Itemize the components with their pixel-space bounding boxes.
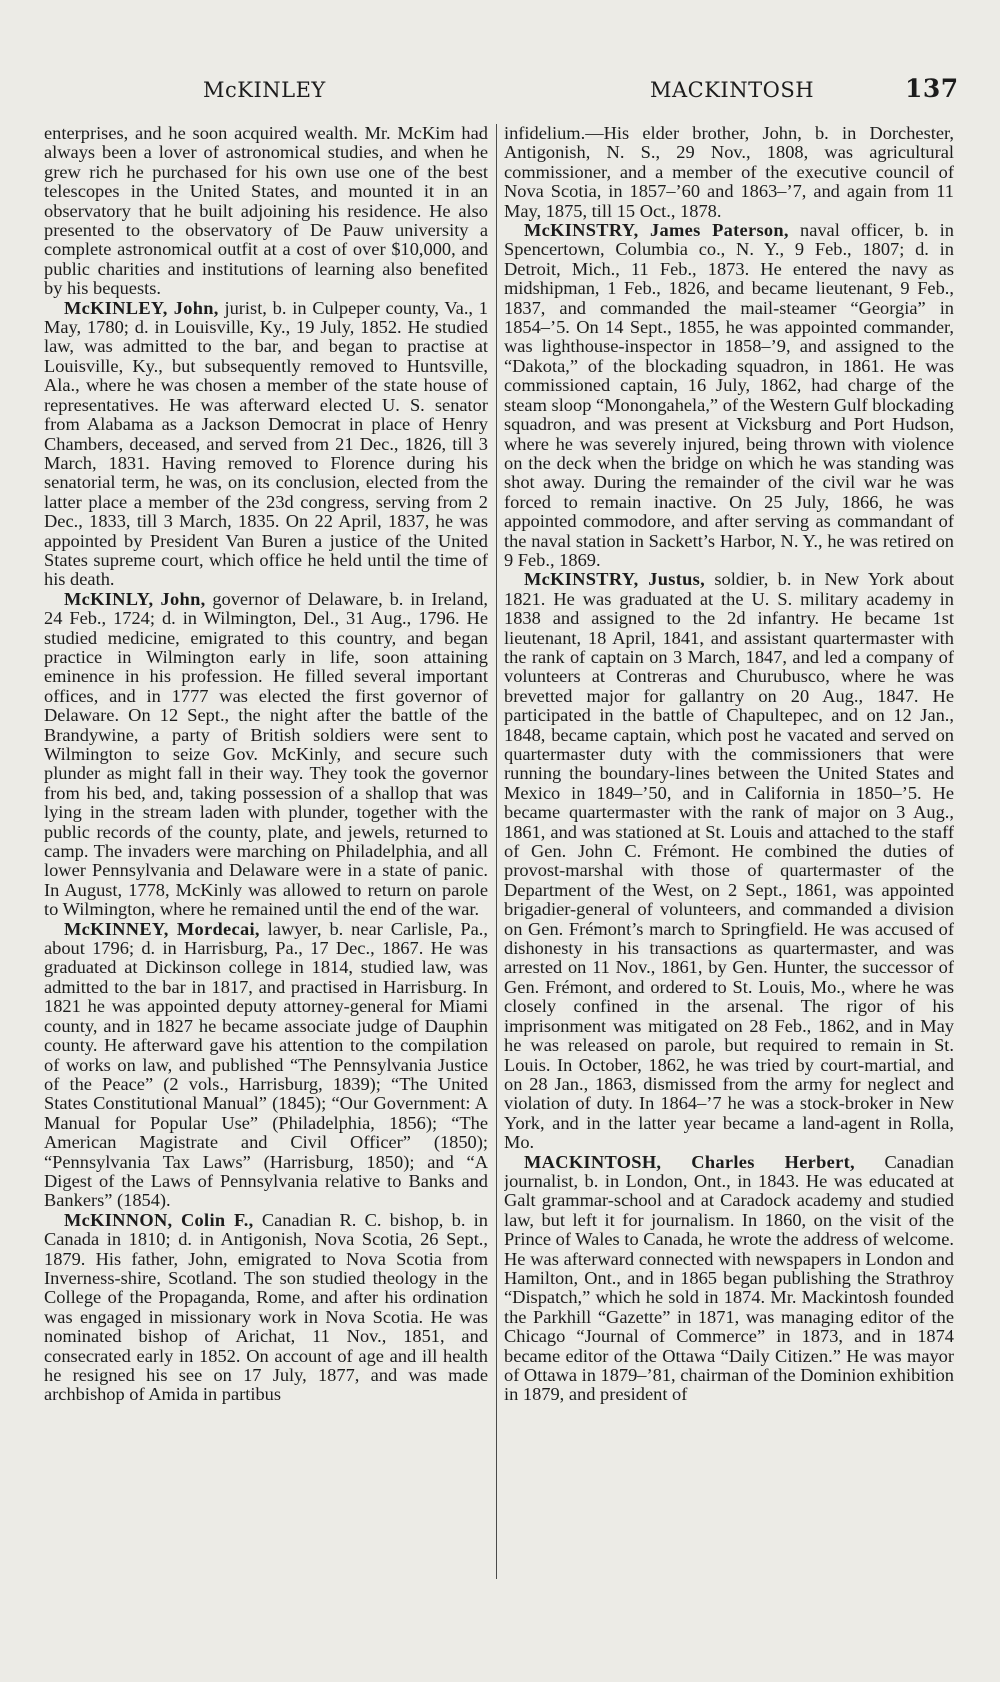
entry-text: infidelium.—His elder brother, John, b. in Dorchester, Antigonish, N. S., 29 Nov., 1808, was agricultural commissioner, and a member of the executive council of Nova Scotia, in 1857–’60 and 1863–’7, and again from 11 May, 1875, till 15 Oct., 1878. xyxy=(504,124,954,221)
entry-headword: McKINSTRY, James Paterson, xyxy=(524,220,789,241)
entry xyxy=(44,920,488,1211)
entry-continuation xyxy=(504,124,954,221)
entry-headword: McKINLY, John, xyxy=(64,588,206,609)
entry xyxy=(44,1211,488,1405)
entry-text: jurist, b. in Culpeper county, Va., 1 May, 1780; d. in Louisville, Ky., 19 July, 1852. He studied law, was admitted to the bar, and began to practise at Louisville, Ky., but subsequently removed to Huntsville, Ala., where he was chosen a member of the state house of representatives. He was afterward elected U. S. senator from Alabama as a Jackson Democrat in place of Henry Chambers, deceased, and served from 21 Dec., 1826, till 3 March, 1831. Having removed to Florence during his senatorial term, he was, on its conclusion, elected from the latter place a member of the 23d congress, serving from 2 Dec., 1833, till 3 March, 1835. On 22 April, 1837, he was appointed by President Van Buren a justice of the United States supreme court, which office he held until the time of his death. xyxy=(44,297,488,590)
entry xyxy=(504,221,954,570)
entry-text: enterprises, and he soon acquired wealth. Mr. McKim had always been a lover of astronomical studies, and when he grew rich he purchased for his own use one of the best telescopes in the United States, and mounted it in an observatory that he built adjoining his residence. He also presented to the observatory of De Pauw university a complete astronomical outfit at a cost of over $10,000, and public charities and institutions of learning also benefited by his bequests. xyxy=(44,124,488,299)
left-column xyxy=(44,124,488,1634)
entry-text: governor of Delaware, b. in Ireland, 24 Feb., 1724; d. in Wilmington, Del., 31 Aug., 1796. He studied medicine, emigrated to this country, and began practice in Wilmington early in life, soon attaining eminence in his profession. He filled several important offices, and in 1777 was elected the first governor of Delaware. On 12 Sept., the night after the battle of the Brandywine, a party of British soldiers were sent to Wilmington to seize Gov. McKinly, and secure such plunder as might fall in their way. They took the governor from his bed, and, taking possession of a shallop that was lying in the stream laden with plunder, together with the public records of the county, plate, and jewels, returned to camp. The invaders were marching on Philadelphia, and all lower Pennsylvania and Delaware were in a state of panic. In August, 1778, McKinly was allowed to return on parole to Wilmington, where he remained until the end of the war. xyxy=(44,588,488,920)
entry xyxy=(504,570,954,1152)
running-head-center: MACKINTOSH xyxy=(650,78,815,102)
page-number: 137 xyxy=(905,74,959,103)
entry xyxy=(44,299,488,590)
entry-headword: McKINNEY, Mordecai, xyxy=(64,918,260,939)
entry-headword: MACKINTOSH, Charles Herbert, xyxy=(524,1151,855,1172)
entry-continuation xyxy=(44,124,488,299)
entry xyxy=(504,1153,954,1405)
running-head-left: McKINLEY xyxy=(203,78,326,102)
running-head xyxy=(0,74,1000,108)
entry-headword: McKINSTRY, Justus, xyxy=(524,569,706,590)
entry-headword: McKINNON, Colin F., xyxy=(64,1209,254,1230)
entry xyxy=(44,590,488,920)
entry-headword: McKINLEY, John, xyxy=(64,297,219,318)
entry-text: Canadian R. C. bishop, b. in Canada in 1810; d. in Antigonish, Nova Scotia, 26 Sept., 1879. His father, John, emigrated to Nova Scotia from Inverness-shire, Scotland. The son studied theology in the College of the Propaganda, Rome, and after his ordination was engaged in missionary work in Nova Scotia. He was nominated bishop of Arichat, 11 Nov., 1851, and consecrated early in 1852. On account of age and ill health he resigned his see on 17 July, 1877, and was made archbishop of Amida in partibus xyxy=(44,1209,488,1405)
entry-text: lawyer, b. near Carlisle, Pa., about 1796; d. in Harrisburg, Pa., 17 Dec., 1867. He was graduated at Dickinson college in 1814, studied law, was admitted to the bar in 1817, and practised in Harrisburg. In 1821 he was appointed deputy attorney-general for Miami county, and in 1827 he became associate judge of Dauphin county. He afterward gave his attention to the compilation of works on law, and published “The Pennsylvania Justice of the Peace” (2 vols., Harrisburg, 1839); “The United States Constitutional Manual” (1845); “Our Government: A Manual for Popular Use” (Philadelphia, 1856); “The American Magistrate and Civil Officer” (1850); “Pennsylvania Tax Laws” (Harrisburg, 1850); and “A Digest of the Laws of Pennsylvania relative to Banks and Bankers” (1854). xyxy=(44,918,488,1211)
entry-text: naval officer, b. in Spencertown, Columbia co., N. Y., 9 Feb., 1807; d. in Detroit, Mich., 11 Feb., 1873. He entered the navy as midshipman, 1 Feb., 1826, and became lieutenant, 9 Feb., 1837, and commanded the mail-steamer “Georgia” in 1854–’5. On 14 Sept., 1855, he was appointed commander, was lighthouse-inspector in 1858–’9, and assigned to the “Dakota,” of the blockading squadron, in 1861. He was commissioned captain, 16 July, 1862, had charge of the steam sloop “Monongahela,” of the Western Gulf blockading squadron, and was present at Vicksburg and Port Hudson, where he was severely injured, being thrown with violence on the deck when the bridge on which he was standing was shot away. During the remainder of the civil war he was forced to remain inactive. On 25 July, 1866, he was appointed commodore, and after serving as commandant of the naval station in Sackett’s Harbor, N. Y., he was retired on 9 Feb., 1869. xyxy=(504,220,954,570)
text-columns xyxy=(44,124,954,1634)
column-divider xyxy=(496,124,497,1579)
entry-text: soldier, b. in New York about 1821. He was graduated at the U. S. military academy in 1838 and assigned to the 2d infantry. He became 1st lieutenant, 18 April, 1841, and assistant quartermaster with the rank of captain on 3 March, 1847, and led a company of volunteers at Contreras and Churubusco, where he was brevetted major for gallantry on 20 Aug., 1847. He participated in the battle of Chapultepec, and on 12 Jan., 1848, became captain, which post he vacated and served on quartermaster duty with the commissioners that were running the boundary-lines between the United States and Mexico in 1849–’50, and in California in 1850–’5. He became quartermaster with the rank of major on 3 Aug., 1861, and was stationed at St. Louis and attached to the staff of Gen. John C. Frémont. He combined the duties of provost-marshal with those of quartermaster of the Department of the West, on 2 Sept., 1861, was appointed brigadier-general of volunteers, and commanded a division on Gen. Frémont’s march to Springfield. He was accused of dishonesty in his transactions as quartermaster, and was arrested on 11 Nov., 1861, by Gen. Hunter, the successor of Gen. Frémont, and ordered to St. Louis, Mo., where he was closely confined in the arsenal. The rigor of his imprisonment was mitigated on 28 Feb., 1862, and in May he was released on parole, but required to remain in St. Louis. In October, 1862, he was tried by court-martial, and on 28 Jan., 1863, dismissed from the army for neglect and violation of duty. In 1864–’7 he was a stock-broker in New York, and in the latter year became a land-agent in Rolla, Mo. xyxy=(504,569,954,1153)
right-column xyxy=(504,124,954,1634)
entry-text: Canadian journalist, b. in London, Ont., in 1843. He was educated at Galt grammar-school and at Caradock academy and studied law, but left it for journalism. In 1860, on the visit of the Prince of Wales to Canada, he wrote the address of welcome. He was afterward connected with newspapers in London and Hamilton, Ont., and in 1865 began publishing the Strathroy “Dispatch,” which he sold in 1874. Mr. Mackintosh founded the Parkhill “Gazette” in 1871, was managing editor of the Chicago “Journal of Commerce” in 1873, and in 1874 became editor of the Ottawa “Daily Citizen.” He was mayor of Ottawa in 1879–’81, chairman of the Dominion exhibition in 1879, and president of xyxy=(504,1151,954,1405)
